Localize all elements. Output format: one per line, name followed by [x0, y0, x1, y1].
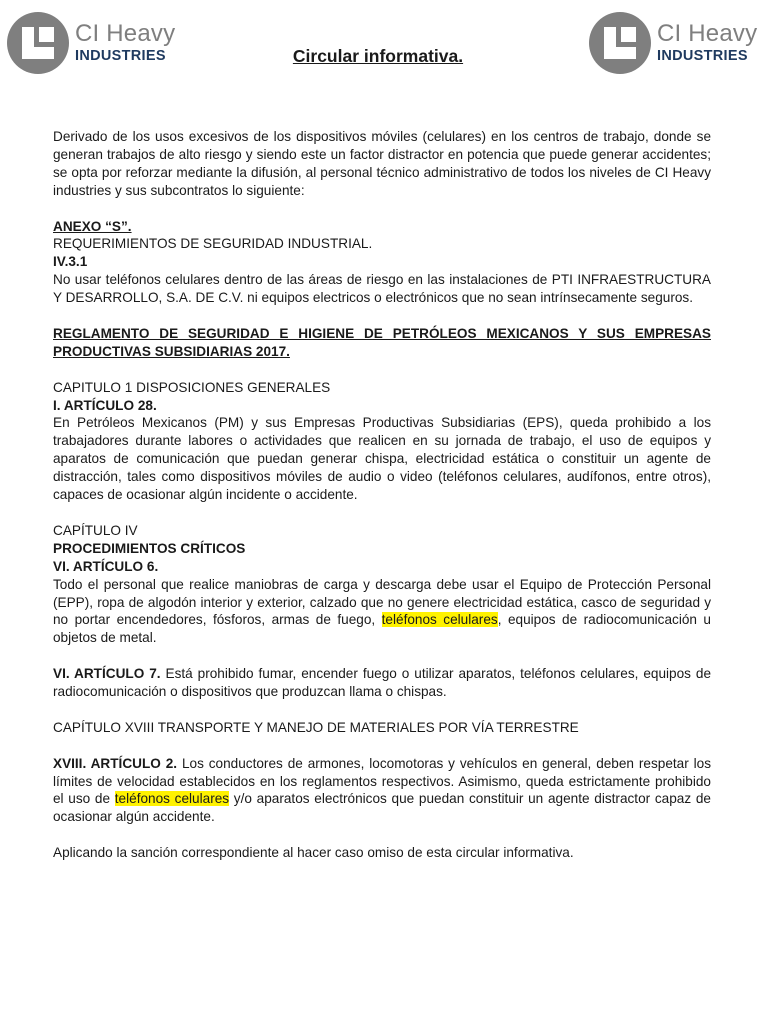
regulation-title: REGLAMENTO DE SEGURIDAD E HIGIENE DE PETRÓLEOS MEXICANOS Y SUS EMPRESAS PRODUCTIVAS SUBSIDIARIAS 2017.	[53, 325, 711, 359]
chapter4-article6-text	[53, 576, 711, 648]
article2-text-before: Los conductores de armones, locomotoras y vehículos en general, deben respetar los límites de velocidad establecidos en los reglamentos respectivos. Asimismo, queda estrictamente prohibido el uso de	[53, 755, 712, 807]
chapter4-article7-paragraph	[53, 665, 711, 701]
logo-subname: INDUSTRIES	[657, 48, 748, 65]
document-title: Circular informativa.	[292, 46, 464, 66]
logo-name: CI Heavy	[657, 20, 758, 48]
chapter4-heading: CAPÍTULO IV	[53, 522, 138, 538]
chapter4-article6: VI. ARTÍCULO 6.	[53, 558, 159, 574]
annex-text: No usar teléfonos celulares dentro de las áreas de riesgo en las instalaciones de PTI INFRAESTRUCTURA Y DESARROLLO, S.A. DE C.V. ni equipos electricos o electrónicos que no sean intrínsecamente seguros.	[53, 272, 711, 306]
chapter1-article: I. ARTÍCULO 28.	[53, 397, 157, 413]
chapter1-text: En Petróleos Mexicanos (PM) y sus Empresas Productivas Subsidiarias (EPS), queda prohibido a los trabajadores durante labores o actividades que realicen en su jornada de trabajo, el uso de equipos y aparatos de comunicación que puedan generar chispa, electricidad estática o constituir un agente de distracción, tales como dispositivos móviles de audio o video (teléfonos celulares, audífonos, entre otros), capaces de ocasionar algún incidente o accidente.	[53, 415, 711, 503]
document-body	[53, 128, 711, 862]
annex-clause: IV.3.1	[53, 254, 88, 270]
closing-paragraph: Aplicando la sanción correspondiente al hacer caso omiso de esta circular informativa.	[53, 845, 574, 861]
chapter18-article2: XVIII. ARTÍCULO 2.	[53, 755, 178, 771]
chapter18-heading: CAPÍTULO XVIII TRANSPORTE Y MANEJO DE MATERIALES POR VÍA TERRESTRE	[53, 719, 579, 735]
article6-text-before: Todo el personal que realice maniobras de carga y descarga debe usar el Equipo de Protección Personal (EPP), ropa de algodón interior y exterior, calzado que no genere electricidad estática, casco de seguridad y no portar encendedores, fósforos, armas de fuego,	[53, 576, 711, 628]
annex-subheading: REQUERIMIENTOS DE SEGURIDAD INDUSTRIAL.	[53, 236, 373, 252]
chapter18-article2-paragraph	[53, 755, 711, 827]
logo-name: CI Heavy	[75, 20, 176, 48]
chapter4-article7: VI. ARTÍCULO 7.	[53, 666, 161, 682]
intro-paragraph: Derivado de los usos excesivos de los dispositivos móviles (celulares) en los centros de trabajo, donde se generan trabajos de alto riesgo y siendo este un factor distractor en potencia que puede generar accidentes; se opta por reforzar mediante la difusión, al personal técnico administrativo de todos los niveles de CI Heavy industries y sus subcontratos lo siguiente:	[53, 129, 711, 198]
chapter1-heading: CAPITULO 1 DISPOSICIONES GENERALES	[53, 379, 331, 395]
chapter4-subheading: PROCEDIMIENTOS CRÍTICOS	[53, 540, 246, 556]
logo-subname: INDUSTRIES	[75, 48, 166, 65]
highlight-mark: teléfonos celulares	[114, 791, 230, 807]
article6-text-after: , equipos de radiocomunicación u objetos de metal.	[53, 612, 711, 646]
annex-heading: ANEXO “S”.	[53, 218, 132, 234]
highlight-mark: teléfonos celulares	[381, 612, 498, 628]
article2-text-after: y/o aparatos electrónicos que puedan constituir un agente distractor capaz de ocasionar algún accidente.	[53, 791, 711, 825]
article7-text: Está prohibido fumar, encender fuego o utilizar aparatos, teléfonos celulares, equipos de radiocomunicación o dispositivos que produzcan llama o chispas.	[53, 666, 711, 700]
